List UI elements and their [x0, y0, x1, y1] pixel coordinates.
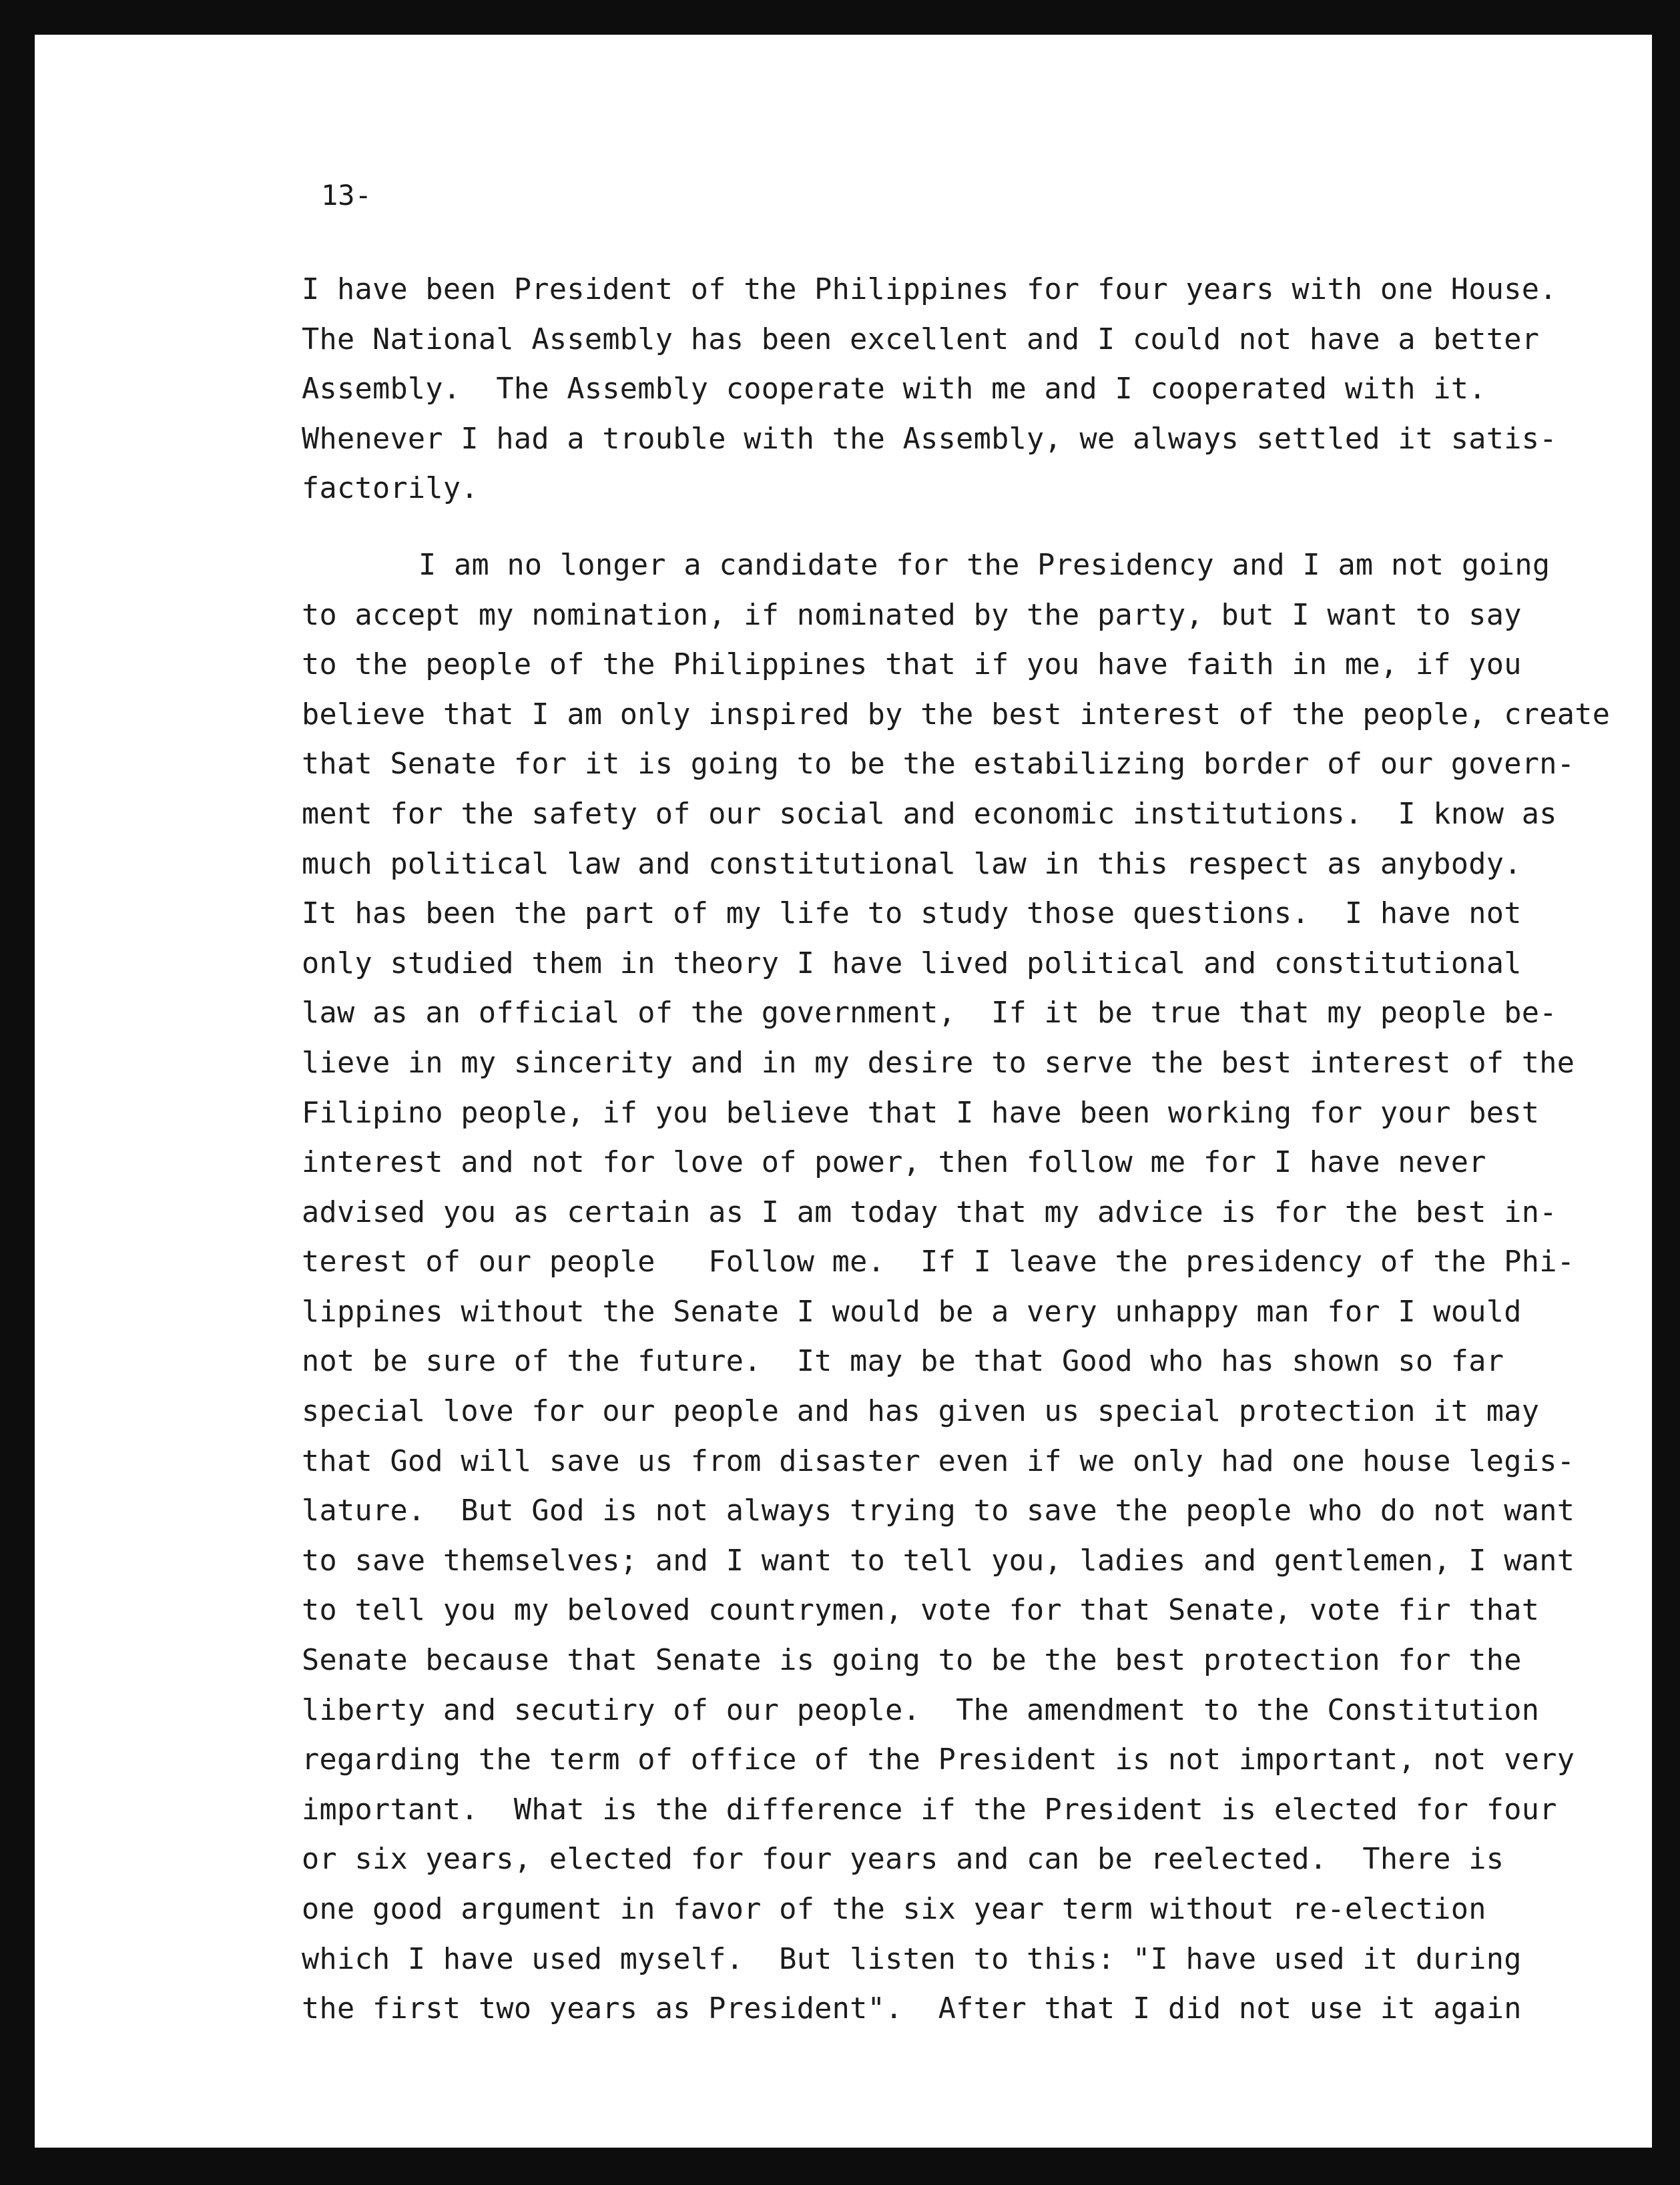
page-number: 13-	[321, 179, 372, 212]
text-line: which I have used myself. But listen to this: "I have used it during	[302, 1942, 1522, 1976]
text-line: important. What is the difference if the President is elected for four	[302, 1793, 1557, 1827]
text-line: ment for the safety of our social and economic institutions. I know as	[302, 797, 1557, 831]
text-line: to tell you my beloved countrymen, vote for that Senate, vote fir that	[302, 1594, 1540, 1628]
text-line: The National Assembly has been excellent and I could not have a better	[302, 322, 1540, 356]
text-line: advised you as certain as I am today that my advice is for the best in-	[302, 1195, 1557, 1229]
text-line: Whenever I had a trouble with the Assembly, we always settled it satis-	[302, 422, 1557, 456]
text-line: to accept my nomination, if nominated by the party, but I want to say	[302, 598, 1522, 632]
text-line: I am no longer a candidate for the Presidency and I am not going	[418, 548, 1551, 582]
text-line: that Senate for it is going to be the estabilizing border of our govern-	[302, 747, 1575, 782]
text-line: much political law and constitutional law in this respect as anybody.	[302, 847, 1522, 881]
text-line: Senate because that Senate is going to be the best protection for the	[302, 1644, 1522, 1678]
text-line: law as an official of the government, If it be true that my people be-	[302, 996, 1557, 1030]
text-line: or six years, elected for four years and can be reelected. There is	[302, 1843, 1504, 1877]
text-line: lippines without the Senate I would be a very unhappy man for I would	[302, 1295, 1522, 1329]
paragraph	[302, 541, 1611, 2034]
text-line: Filipino people, if you believe that I have been working for your best	[302, 1096, 1540, 1130]
paragraph-spacer	[302, 514, 1590, 541]
text-line: believe that I am only inspired by the best interest of the people, create	[302, 697, 1611, 731]
text-line: interest and not for love of power, then follow me for I have never	[302, 1146, 1486, 1180]
text-line: Assembly. The Assembly cooperate with me and I cooperated with it.	[302, 372, 1486, 406]
text-line: lieve in my sincerity and in my desire to serve the best interest of the	[302, 1046, 1575, 1080]
text-line: one good argument in favor of the six year term without re-election	[302, 1893, 1486, 1926]
text-line: that God will save us from disaster even if we only had one house legis-	[302, 1444, 1575, 1478]
text-line: liberty and secutiry of our people. The amendment to the Constitution	[302, 1693, 1540, 1727]
text-line: only studied them in theory I have lived political and constitutional	[302, 946, 1522, 980]
text-line: to the people of the Philippines that if you have faith in me, if you	[302, 648, 1522, 682]
text-line: to save themselves; and I want to tell you, ladies and gentlemen, I want	[302, 1544, 1575, 1578]
text-line: lature. But God is not always trying to save the people who do not want	[302, 1494, 1575, 1528]
text-line: terest of our people Follow me. If I leave the presidency of the Phi-	[302, 1245, 1575, 1279]
text-line: It has been the part of my life to study those questions. I have not	[302, 897, 1522, 931]
text-line: factorily.	[302, 472, 479, 506]
text-line: not be sure of the future. It may be that Good who has shown so far	[302, 1345, 1504, 1379]
text-line: I have been President of the Philippines for four years with one House.	[302, 273, 1557, 306]
document-body	[302, 265, 1611, 2034]
text-line: special love for our people and has given us special protection it may	[302, 1395, 1540, 1429]
text-line: regarding the term of office of the President is not important, not very	[302, 1743, 1575, 1777]
paragraph	[302, 265, 1590, 514]
text-line: the first two years as President". After that I did not use it again	[302, 1992, 1522, 2026]
document-page	[35, 35, 1652, 2148]
